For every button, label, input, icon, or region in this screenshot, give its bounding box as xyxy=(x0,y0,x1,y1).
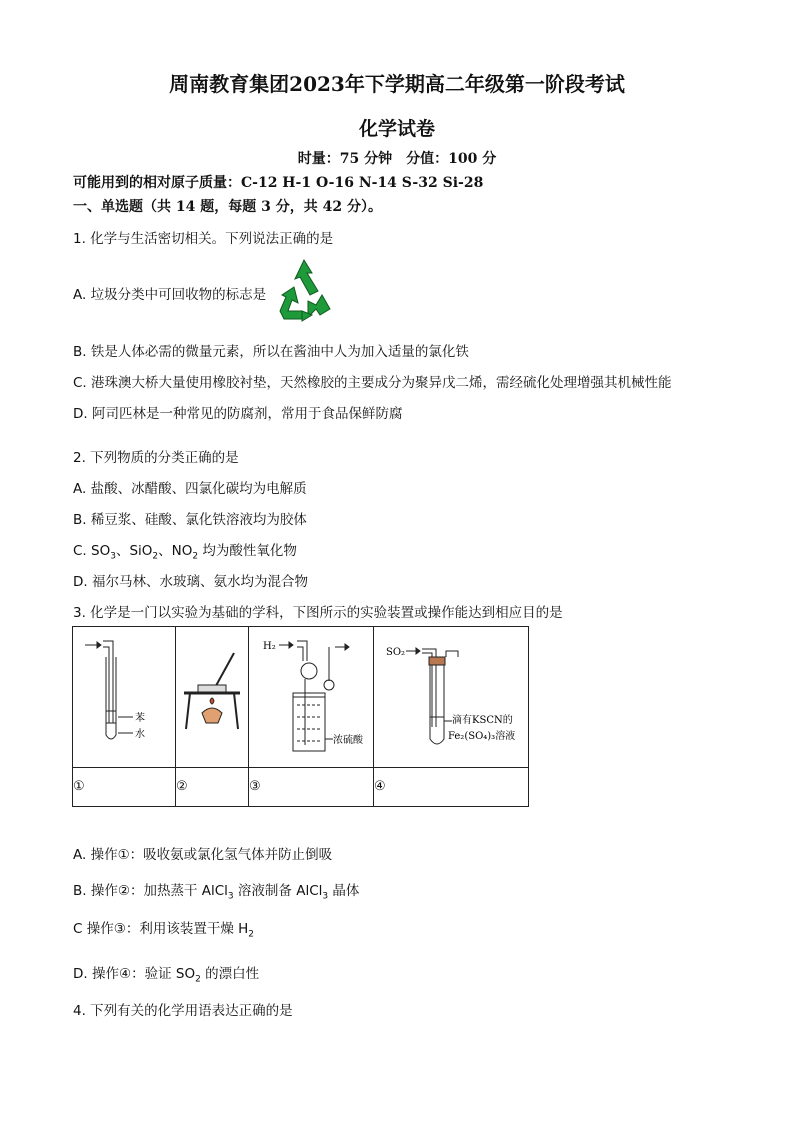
conc-acid-label: 浓硫酸 xyxy=(333,735,363,746)
cell-label-2: ② xyxy=(176,768,249,807)
apparatus-3 xyxy=(249,627,374,768)
water-label: 水 xyxy=(135,729,145,740)
cell-label-4: ④ xyxy=(374,768,529,807)
apparatus-2 xyxy=(176,627,249,768)
absorption-tube-diagram xyxy=(73,627,175,763)
q1-option-d: D. 阿司匹林是一种常见的防腐剂，常用于食品保鲜防腐 xyxy=(73,406,403,422)
q3-option-d: D. 操作④：验证 $SO_2$ 的漂白性 xyxy=(73,966,260,985)
atomic-masses: 可能用到的相对原子质量：C-12 H-1 O-16 N-14 S-32 Si-28 xyxy=(73,175,484,191)
q1-stem: 1. 化学与生活密切相关。下列说法正确的是 xyxy=(73,231,334,247)
q1-option-c: C. 港珠澳大桥大量使用橡胶衬垫，天然橡胶的主要成分为聚异戊二烯，需经硫化处理增强其机械性能 xyxy=(73,375,672,391)
q3-option-b: B. 操作②：加热蒸干 AlCl$_3$ 溶液制备 AlCl$_3$ 晶体 xyxy=(73,883,360,902)
kscn-label-2: Fe₂(SO₄)₃溶液 xyxy=(448,731,516,742)
exam-subtitle: 化学试卷 xyxy=(358,118,435,140)
cell-label-1: ① xyxy=(73,768,176,807)
exam-meta: 时量：75 分钟 分值：100 分 xyxy=(297,151,497,167)
q4-stem: 4. 下列有关的化学用语表达正确的是 xyxy=(73,1003,293,1019)
so2-test-tube-diagram xyxy=(374,627,528,763)
q2-option-a: A. 盐酸、冰醋酸、四氯化碳均为电解质 xyxy=(73,481,307,497)
q3-option-c: C 操作③：利用该装置干燥 $H_2$ xyxy=(73,921,254,940)
q2-stem: 2. 下列物质的分类正确的是 xyxy=(73,450,239,466)
q3-option-a: A. 操作①：吸收氨或氯化氢气体并防止倒吸 xyxy=(73,847,333,863)
experiment-table xyxy=(72,626,529,807)
q2-option-b: B. 稀豆浆、硅酸、氯化铁溶液均为胶体 xyxy=(73,512,307,528)
h2-label: H₂ xyxy=(263,641,276,652)
gas-washing-bottle-diagram xyxy=(249,627,373,763)
apparatus-1 xyxy=(73,627,176,768)
cell-label-3: ③ xyxy=(249,768,374,807)
apparatus-4 xyxy=(374,627,529,768)
section-heading: 一、单选题（共 14 题，每题 3 分，共 42 分）。 xyxy=(73,199,382,215)
benzene-label: 苯 xyxy=(135,713,145,724)
q2-option-c: C. $SO_3$、SiO$_2$、$NO_2$ 均为酸性氧化物 xyxy=(73,543,297,562)
kscn-label-1: 滴有KSCN的 xyxy=(452,715,513,726)
recycle-icon xyxy=(272,257,336,323)
exam-title: 周南教育集团2023年下学期高二年级第一阶段考试 xyxy=(169,72,625,96)
q2-option-d: D. 福尔马林、水玻璃、氨水均为混合物 xyxy=(73,574,308,590)
q3-stem: 3. 化学是一门以实验为基础的学科，下图所示的实验装置或操作能达到相应目的是 xyxy=(73,605,563,621)
so2-label: SO₂ xyxy=(386,647,406,658)
q1-option-b: B. 铁是人体必需的微量元素，所以在酱油中人为加入适量的氯化铁 xyxy=(73,344,469,360)
evaporating-dish-diagram xyxy=(176,627,248,763)
q1-option-a: A. 垃圾分类中可回收物的标志是 xyxy=(73,287,267,303)
